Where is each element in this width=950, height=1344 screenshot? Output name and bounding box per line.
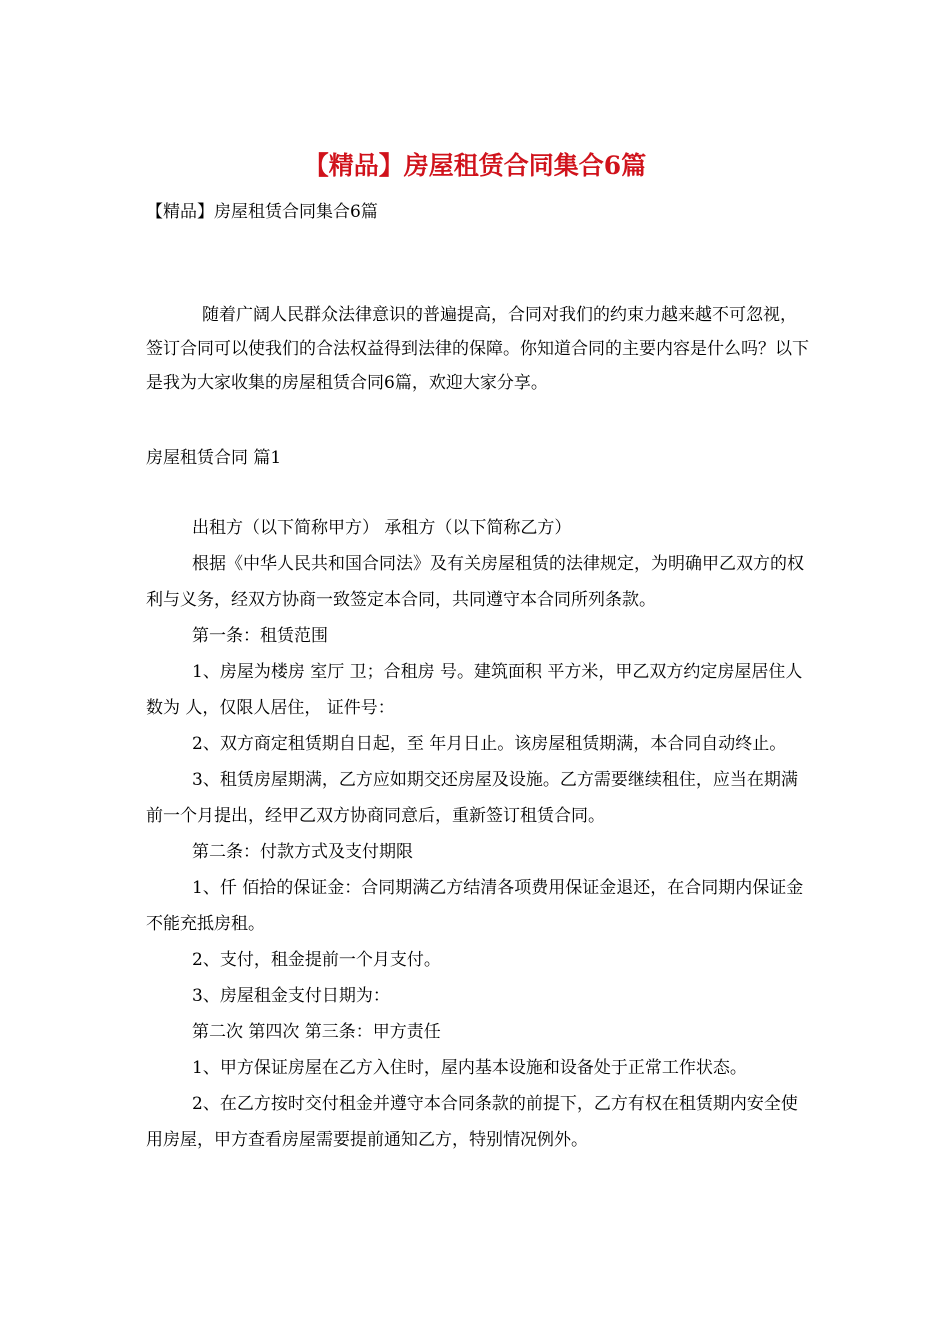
contract-paragraph: 第二次 第四次 第三条：甲方责任: [192, 1022, 441, 1042]
intro-paragraph: 随着广阔人民群众法律意识的普遍提高，合同对我们的约束力越来越不可忽视，签订合同可以使我们的合法权益得到法律的保障。你知道合同的主要内容是什么吗？以下是我为大家收集的房屋租赁合同6篇，欢迎大家分享。: [146, 305, 809, 393]
document-subtitle: 【精品】房屋租赁合同集合6篇: [146, 202, 378, 222]
contract-paragraph: 第二条：付款方式及支付期限: [192, 842, 413, 862]
contract-paragraph: 1、甲方保证房屋在乙方入住时，屋内基本设施和设备处于正常工作状态。: [192, 1058, 747, 1078]
contract-body: [146, 510, 810, 1158]
contract-paragraph: 出租方（以下简称甲方） 承租方（以下简称乙方）: [192, 518, 572, 538]
contract-paragraph: 2、在乙方按时交付租金并遵守本合同条款的前提下，乙方有权在租赁期内安全使用房屋，甲方查看房屋需要提前通知乙方，特别情况例外。: [146, 1094, 798, 1150]
section-heading: 房屋租赁合同 篇1: [146, 448, 282, 468]
contract-paragraph: 根据《中华人民共和国合同法》及有关房屋租赁的法律规定，为明确甲乙双方的权利与义务，经双方协商一致签定本合同，共同遵守本合同所列条款。: [146, 554, 804, 610]
contract-paragraph: 2、双方商定租赁期自日起，至 年月日止。该房屋租赁期满，本合同自动终止。: [192, 734, 787, 754]
contract-paragraph: 1、仟 佰拾的保证金：合同期满乙方结清各项费用保证金退还，在合同期内保证金不能充抵房租。: [146, 878, 804, 934]
contract-paragraph: 2、支付，租金提前一个月支付。: [192, 950, 441, 970]
contract-paragraph: 3、租赁房屋期满，乙方应如期交还房屋及设施。乙方需要继续租住，应当在期满前一个月提出，经甲乙双方协商同意后，重新签订租赁合同。: [146, 770, 798, 826]
contract-paragraph: 1、房屋为楼房 室厅 卫；合租房 号。建筑面积 平方米，甲乙双方约定房屋居住人数为 人，仅限人居住， 证件号：: [146, 662, 803, 718]
contract-paragraph: 3、房屋租金支付日期为：: [192, 986, 390, 1006]
contract-paragraph: 第一条：租赁范围: [192, 626, 328, 646]
document-title: 【精品】房屋租赁合同集合6篇: [303, 151, 647, 180]
